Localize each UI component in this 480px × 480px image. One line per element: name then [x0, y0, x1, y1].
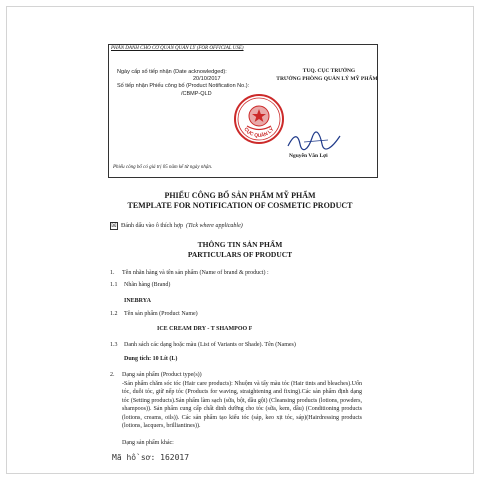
other-product-type-label: Dạng sản phẩm khác:	[122, 440, 174, 446]
handwritten-signature-icon	[284, 130, 344, 152]
item-1-label: Tên nhãn hàng và tên sản phẩm (Name of brand & product) :	[122, 270, 269, 276]
item-1-3-label: Danh sách các dạng hoặc màu (List of Variants or Shade). Tên (Names)	[124, 342, 296, 348]
product-type-description: -Sản phẩm chăm sóc tóc (Hair care products): Nhuộm và tẩy màu tóc (Hair tints and bleaches).Uốn tóc, duỗi tóc, giữ nếp tóc (Products for waving, straightening and fixing).Các sản phẩm định dạng tóc (Setting products).Sản phẩm làm sạch (sữa, bột, dầu gội) (Cleansing products (lotions, powders, shampoos)). Sản phẩm cung cấp chất dinh dưỡng cho tóc (sữa, kem, dầu) (Conditioning products (lotions, creams, oils)). Các sản phẩm tạo kiểu tóc (sáp, keo xịt tóc, sáp)(Hairdressing products (lotions, lacquers, brilliantines)).	[122, 381, 362, 430]
date-acknowledged-value: 20/10/2017	[193, 76, 221, 82]
volume-value: Dung tích: 10 Lít (L)	[124, 356, 178, 362]
tick-note-vn: Đánh dấu vào ô thích hợp	[121, 223, 183, 229]
tick-note	[110, 222, 243, 230]
date-acknowledged-label: Ngày cấp số tiếp nhận (Date acknowledged):	[117, 69, 227, 75]
signatory-name: Nguyễn Văn Lợi	[289, 153, 328, 159]
official-use-box	[108, 44, 378, 178]
validity-note: Phiếu công bố có giá trị 05 năm kể từ ngày nhận.	[113, 165, 213, 170]
svg-text:CỤC QUẢN LÝ: CỤC QUẢN LÝ	[242, 126, 276, 140]
item-2-number: 2.	[110, 372, 115, 378]
product-name-value: ICE CREAM DRY - T SHAMPOO F	[157, 326, 253, 332]
brand-value: INEBRYA	[124, 298, 151, 304]
file-code: Mã hồ sơ: 162017	[112, 453, 190, 462]
item-1-number: 1.	[110, 270, 115, 276]
item-1-1-number: 1.1	[110, 282, 118, 288]
tick-note-en: (Tick where applicable)	[186, 223, 243, 229]
item-1-2-label: Tên sản phẩm (Product Name)	[124, 311, 198, 317]
item-2-label: Dạng sản phẩm (Product type(s))	[122, 372, 202, 378]
document-title-vn: PHIẾU CÔNG BỐ SẢN PHẨM MỸ PHẨM	[164, 191, 316, 200]
official-use-header: PHẦN DÀNH CHO CƠ QUAN QUẢN LÝ (FOR OFFICIAL USE)	[111, 46, 244, 51]
notification-number-label: Số tiếp nhận Phiếu công bố (Product Notification No.):	[117, 83, 250, 89]
item-1-3-number: 1.3	[110, 342, 118, 348]
section-title-vn: THÔNG TIN SẢN PHẨM	[197, 240, 283, 249]
official-seal-icon	[233, 93, 285, 145]
notification-number-value: /CBMP-QLD	[181, 91, 212, 97]
document-title-en: TEMPLATE FOR NOTIFICATION OF COSMETIC PRODUCT	[127, 201, 353, 210]
item-1-1-label: Nhãn hàng (Brand)	[124, 282, 171, 288]
signatory-title-2: TRƯỞNG PHÒNG QUẢN LÝ MỸ PHẨM	[276, 76, 378, 82]
checked-box-icon: ☒	[111, 222, 117, 229]
section-title-en: PARTICULARS OF PRODUCT	[187, 250, 293, 259]
item-1-2-number: 1.2	[110, 311, 118, 317]
signatory-title-1: TUQ. CỤC TRƯỞNG	[302, 68, 356, 74]
